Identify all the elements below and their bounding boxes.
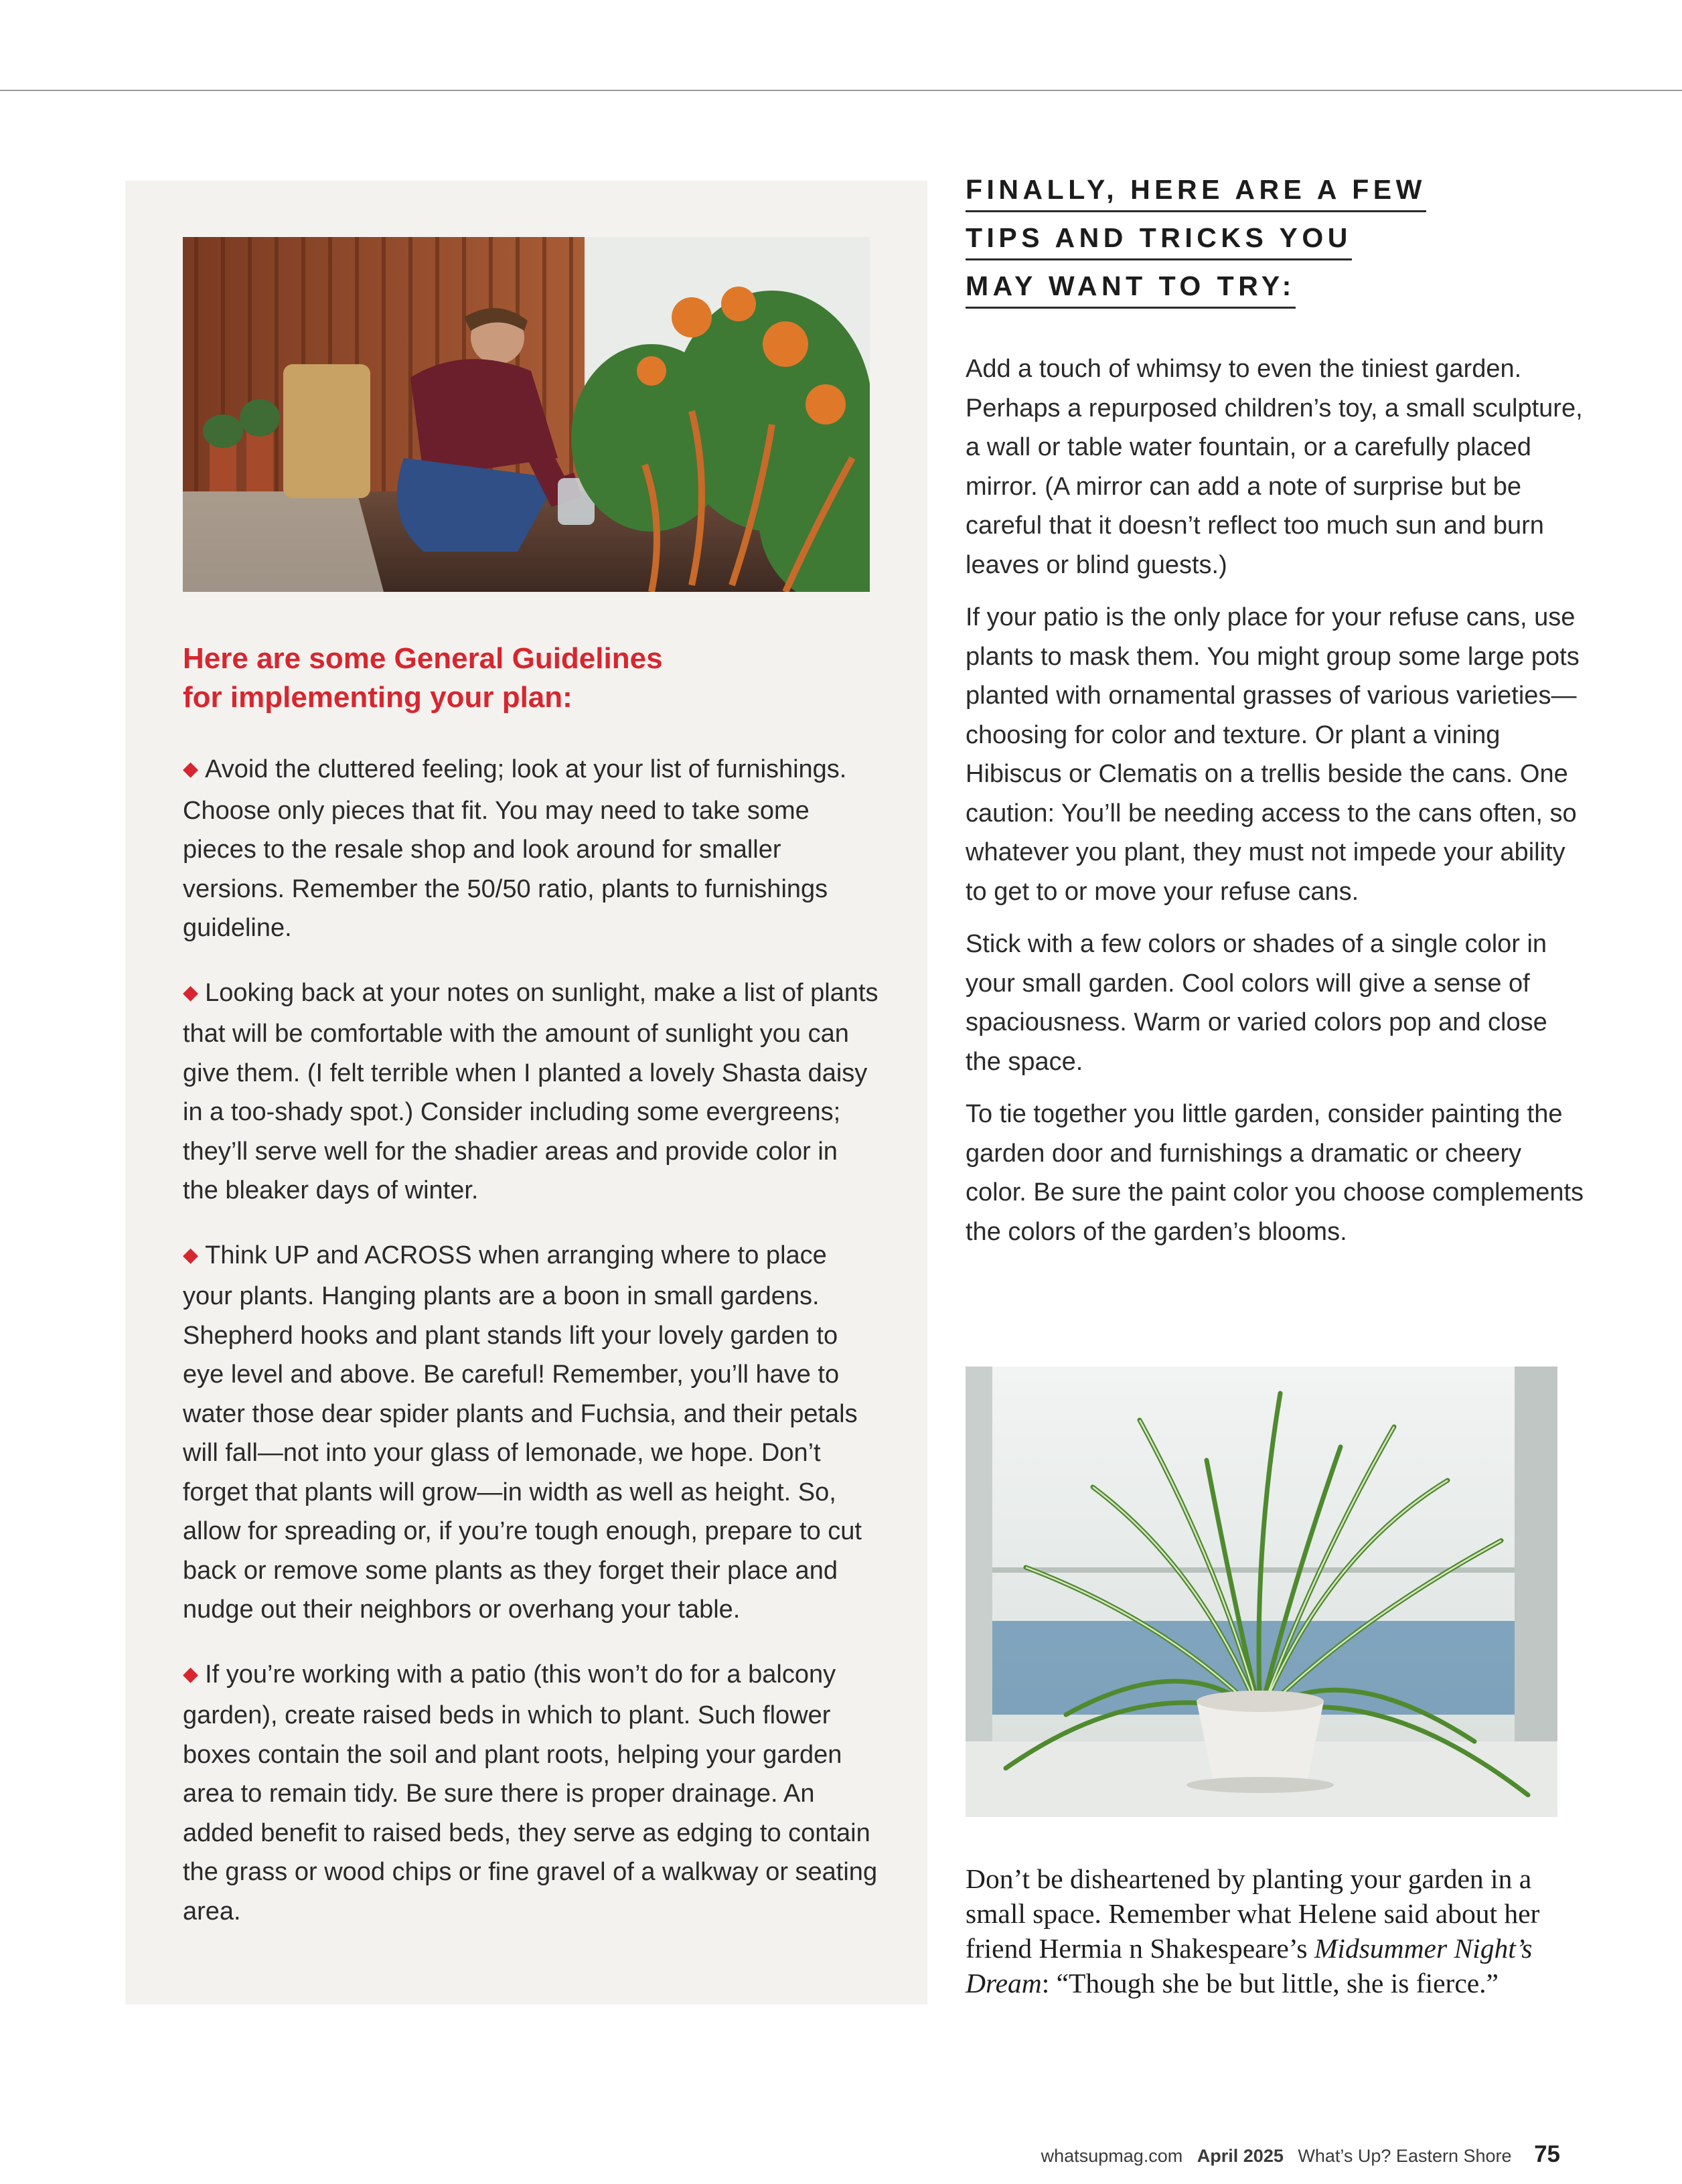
diamond-bullet-icon: ◆ [183, 1243, 199, 1266]
top-rule [0, 90, 1682, 91]
spider-plant-illustration [966, 1367, 1557, 1817]
tips-heading [966, 173, 1568, 317]
guideline-text: If you’re working with a patio (this won’t do for a balcony garden), create raised beds in which to plant. Such flower boxes contain the soil and plant roots, helping your garden area to remain tidy. Be sure there is proper drainage. An added benefit to raised beds, they serve as edging to contain the grass or wood chips or fine gravel of a walkway or seating area. [183, 1660, 878, 1926]
guideline-item [183, 1655, 879, 1932]
quote-ending: : “Though she be but little, she is fierce.” [1041, 1968, 1499, 1999]
tips-paragraph: To tie together you little garden, consider painting the garden door and furnishings a dramatic or cheery color. Be sure the paint color you choose complements the colors of the garden’s blooms. [966, 1100, 1584, 1246]
diamond-bullet-icon: ◆ [183, 981, 199, 1004]
guidelines-list [183, 750, 879, 1956]
footer-date: April 2025 [1197, 2146, 1284, 2166]
tips-heading-line-3: MAY WANT TO TRY: [966, 269, 1296, 309]
spider-plant-photo [966, 1367, 1557, 1817]
page-number: 75 [1534, 2141, 1560, 2167]
gardener-illustration [183, 237, 870, 592]
quote-text: Don’t be disheartened by planting your garden in a small space. Remember what Helene said about her friend Hermia n Shakespeare’s [966, 1863, 1540, 1964]
guideline-text: Looking back at your notes on sunlight, make a list of plants that will be comfortable with the amount of sunlight you can give them. (I felt terrible when I planted a lovely Shasta daisy in a too-shady spot.) Consider including some evergreens; they’ll serve well for the shadier areas and provide color in the bleaker days of winter. [183, 978, 878, 1204]
tips-heading-line-2: TIPS AND TRICKS YOU [966, 221, 1352, 260]
footer-publication: What’s Up? Eastern Shore [1298, 2146, 1512, 2166]
quote-play-title: Midsummer Night’s Dream [966, 1933, 1533, 1999]
diamond-bullet-icon: ◆ [183, 758, 199, 780]
footer-site: whatsupmag.com [1041, 2146, 1183, 2166]
guideline-text: Avoid the cluttered feeling; look at your list of furnishings. Choose only pieces that fit. You may need to take some pieces to the resale shop and look around for smaller versions. Remember the 50/50 ratio, plants to furnishings guideline. [183, 755, 847, 942]
tips-heading-line-1: FINALLY, HERE ARE A FEW [966, 173, 1426, 212]
guideline-item [183, 750, 879, 948]
guidelines-heading-line-2: for implementing your plan: [183, 681, 572, 714]
closing-quote [966, 1861, 1588, 2001]
tips-paragraph: Add a touch of whimsy to even the tiniest garden. Perhaps a repurposed children’s toy, a small sculpture, a wall or table water fountain, or a carefully placed mirror. (A mirror can add a note of surprise but be careful that it doesn’t reflect too much sun and burn leaves or blind guests.) [966, 355, 1583, 579]
guideline-text: Think UP and ACROSS when arranging where to place your plants. Hanging plants are a boon in small gardens. Shepherd hooks and plant stands lift your lovely garden to eye level and above. Be careful! Remember, you’ll have to water those dear spider plants and Fuchsia, and their petals will fall—not into your glass of lemonade, we hope. Don’t forget that plants will grow—in width as well as height. So, allow for spreading or, if you’re tough enough, prepare to cut back or remove some plants as they forget their place and nudge out their neighbors or overhang your table. [183, 1241, 862, 1624]
tips-body [966, 349, 1588, 1265]
page-footer [1032, 2141, 1560, 2169]
tips-paragraph: If your patio is the only place for your refuse cans, use plants to mask them. You might group some large pots planted with ornamental grasses of various varieties—choosing for color and texture. Or plant a vining Hibiscus or Clematis on a trellis beside the cans. One caution: You’ll be needing access to the cans often, so whatever you plant, they must not impede your ability to get to or move your refuse cans. [966, 603, 1580, 906]
diamond-bullet-icon: ◆ [183, 1662, 199, 1685]
tips-paragraph: Stick with a few colors or shades of a single color in your small garden. Cool colors will give a sense of spaciousness. Warm or varied colors pop and close the space. [966, 930, 1547, 1076]
guideline-item [183, 1236, 879, 1630]
guidelines-heading [183, 639, 852, 717]
guidelines-heading-line-1: Here are some General Guidelines [183, 642, 663, 675]
gardener-photo [183, 237, 870, 592]
guideline-item [183, 973, 879, 1211]
